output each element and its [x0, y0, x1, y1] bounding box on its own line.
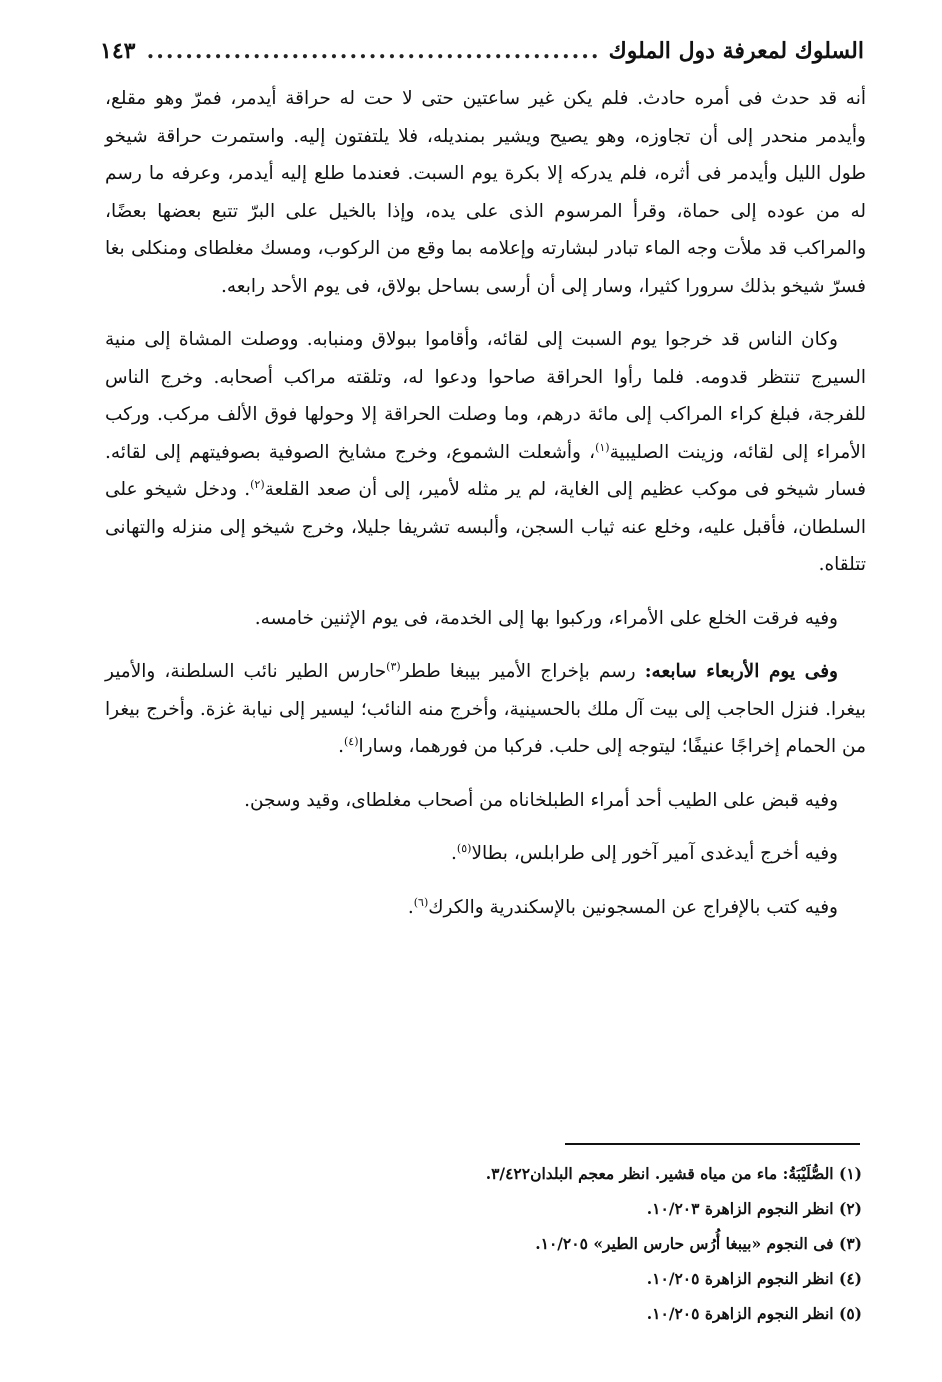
footnote-2: (٢) انظر النجوم الزاهرة ١٠/٢٠٣.	[646, 1199, 862, 1218]
footnote-4: (٤) انظر النجوم الزاهرة ١٠/٢٠٥.	[646, 1269, 862, 1288]
paragraph-1: أنه قد حدث فى أمره حادث. فلم يكن غير ساعتين حتى لا حت له حراقة أيدمر، فمرّ وهو مقلع، وأيدمر منحدر إلى أن تجاوزه، وهو يصيح ويشير بمنديله، فلا يلتفتون إليه. واستمرت حراقة شيخو طول الليل وأيدمر فى أثره، فلم يدركه إلا بكرة يوم السبت. فعندما طلع إليه أيدمر، وعرفه ما رسم له من عوده إلى حماة، وقرأ المرسوم الذى على يده، وإذا بالخيل على البرّ تتبع بعضها بعضًا، والمراكب قد ملأت وجه الماء تبادر لبشارته وإعلامه بما وقع من الركوب، ومسك مغلطاى ومنكلى بغا فسرّ شيخو بذلك سرورا كثيرا، وسار إلى أن أرسى بساحل بولاق، فى يوم الأحد رابعه.	[105, 88, 866, 297]
paragraph-7	[105, 889, 866, 927]
footnote-1: (١) الصُّلَيْبَةُ: ماء من مياه قشير. انظر معجم البلدان٣/٤٢٢.	[485, 1164, 862, 1183]
footnote-ref-1: (١)	[595, 440, 610, 454]
leader-dots	[143, 38, 600, 64]
paragraph-4-text-c: .	[338, 736, 344, 757]
paragraph-2-text-b: ، وأشعلت الشموع، وخرج مشايخ الصوفية بصوفيتهم إلى لقائه. فسار شيخو فى موكب عظيم إلى الغاية، لم ير مثله لأمير، إلى أن صعد القلعة	[105, 441, 866, 500]
paragraph-4-text-b: حارس الطير نائب السلطنة، والأمير بيغرا. فنزل الحاجب إلى بيت آل ملك بالحسينية، وأخرج منه النائب؛ ليسير إلى نيابة غزة. وأخرج بيغرا من الحمام إخراجًا عنيفًا؛ ليتوجه إلى حلب. فركبا من فورهما، وسارا	[105, 661, 866, 757]
paragraph-4	[105, 653, 866, 766]
footnote-ref-5: (٥)	[456, 841, 472, 855]
footnote-ref-3: (٣)	[386, 659, 401, 673]
running-header	[100, 38, 864, 64]
paragraph-6	[105, 835, 866, 873]
footnote-ref-2: (٢)	[250, 477, 265, 491]
footnotes	[300, 1156, 862, 1331]
paragraph-6-text-b: .	[451, 843, 457, 864]
footnote-ref-4: (٤)	[343, 734, 359, 748]
paragraph-2-text-c: . ودخل شيخو على السلطان، فأقبل عليه، وخلع عنه ثياب السجن، وألبسه تشريفا جليلا، وخرج شيخو إلى منزله والتهانى تتلقاه.	[105, 479, 866, 575]
footnote-ref-6: (٦)	[413, 895, 429, 909]
footnote-3: (٣) فى النجوم «بيبغا أُرُس حارس الطير» ١٠/٢٠٥.	[535, 1234, 862, 1253]
paragraph-7-text-a: وفيه كتب بالإفراج عن المسجونين بالإسكندرية والكرك	[428, 896, 838, 918]
paragraph-5: وفيه قبض على الطيب أحد أمراء الطبلخاناه من أصحاب مغلطاى، وقيد وسجن.	[244, 789, 838, 811]
footnote-5: (٥) انظر النجوم الزاهرة ١٠/٢٠٥.	[646, 1304, 862, 1323]
book-title: السلوك لمعرفة دول الملوك	[608, 38, 864, 64]
footnote-divider	[565, 1143, 860, 1145]
paragraph-6-text-a: وفيه أخرج أيدغدى آمير آخور إلى طرابلس، بطالا	[471, 843, 838, 864]
paragraph-2-text-a: وكان الناس قد خرجوا يوم السبت إلى لقائه، وأقاموا ببولاق ومنبابه. ووصلت المشاة إلى منية السيرج تنتظر قدومه. فلما رأوا الحراقة صاحوا ودعوا له، وتلقته مراكب أصحابه. وخرج الناس للفرجة، فبلغ كراء المراكب إلى مائة درهم، وما وصلت الحراقة إلا وحولها فوق الألف مركب. وركب الأمراء إلى لقائه، وزينت الصليبية	[105, 329, 866, 463]
paragraph-3: وفيه فرقت الخلع على الأمراء، وركبوا بها إلى الخدمة، فى يوم الإثنين خامسه.	[254, 607, 838, 629]
main-text	[105, 80, 866, 942]
paragraph-4-lead: وفى يوم الأربعاء سابعه:	[644, 661, 838, 682]
paragraph-7-text-b: .	[407, 896, 414, 918]
page-number: ١٤٣	[100, 38, 136, 64]
paragraph-4-text-a: رسم بإخراج الأمير بيبغا ططر	[400, 661, 645, 682]
paragraph-2	[105, 321, 866, 584]
